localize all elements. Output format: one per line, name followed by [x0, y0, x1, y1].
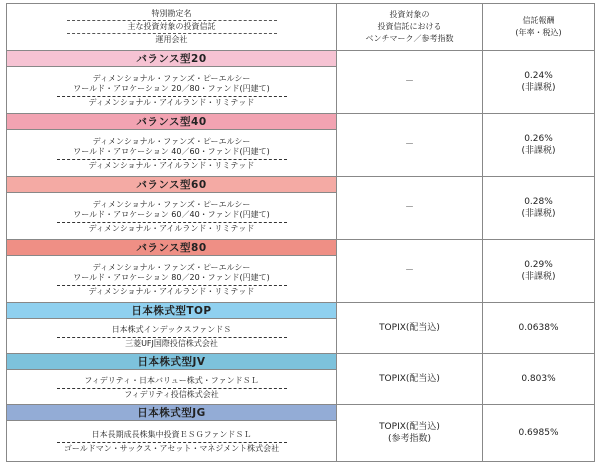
header-main-fund: 主な投資対象の投資信託 — [67, 21, 277, 34]
header-benchmark: 投資対象の 投資信託における ベンチマーク／参考指数 — [337, 4, 483, 51]
fund-name — [57, 376, 287, 389]
account-name: バランス型40 — [7, 114, 337, 130]
fee-note: (非課税) — [521, 146, 556, 156]
account-row — [7, 51, 595, 67]
header-account-name: 特別勘定名 — [67, 8, 277, 21]
header-account-fund-manager — [7, 4, 337, 51]
account-name: バランス型60 — [7, 177, 337, 193]
fund-and-manager-cell — [7, 193, 337, 240]
account-name: バランス型80 — [7, 240, 337, 256]
fund-name-line: ワールド・アロケーション 80／20・ファンド(円建て) — [73, 272, 270, 282]
fund-name-line: ディメンショナル・ファンズ・ピーエルシー — [92, 136, 251, 146]
benchmark-cell — [337, 240, 483, 303]
fund-name — [57, 325, 287, 338]
manager-name: フィデリティ投信株式会社 — [124, 389, 219, 399]
fund-name-line: ディメンショナル・ファンズ・ピーエルシー — [92, 199, 251, 209]
fee-note: (非課税) — [521, 83, 556, 93]
account-row — [7, 114, 595, 130]
account-row — [7, 354, 595, 370]
fee-cell — [483, 354, 595, 405]
fee-cell — [483, 303, 595, 354]
fund-and-manager-cell — [7, 421, 337, 462]
benchmark-text: TOPIX(配当込) — [379, 323, 440, 333]
fund-name — [57, 137, 287, 160]
fund-name-line: ディメンショナル・ファンズ・ピーエルシー — [92, 262, 251, 272]
account-row — [7, 303, 595, 319]
manager-name: ゴールドマン・サックス・アセット・マネジメント株式会社 — [63, 443, 280, 453]
fund-name-line: 日本株式インデックスファンドＳ — [111, 324, 232, 334]
fund-name-line: ディメンショナル・ファンズ・ピーエルシー — [92, 73, 251, 83]
fund-name-line: ワールド・アロケーション 40／60・ファンド(円建て) — [73, 146, 270, 156]
benchmark-text: TOPIX(配当込) — [379, 374, 440, 384]
fund-name — [57, 430, 287, 443]
account-name: 日本株式型JG — [7, 405, 337, 421]
benchmark-text: － — [404, 266, 414, 276]
fee-rate: 0.29% — [524, 260, 553, 270]
fund-and-manager-cell — [7, 319, 337, 354]
account-name: バランス型20 — [7, 51, 337, 67]
benchmark-cell — [337, 51, 483, 114]
fund-name — [57, 74, 287, 97]
fee-note: (非課税) — [521, 272, 556, 282]
account-name: 日本株式型TOP — [7, 303, 337, 319]
benchmark-cell — [337, 354, 483, 405]
fund-name-line: フィデリティ・日本バリュー株式・ファンドＳＬ — [84, 375, 259, 385]
manager-name: ディメンショナル・アイルランド・リミテッド — [88, 223, 255, 233]
benchmark-cell — [337, 177, 483, 240]
fee-cell — [483, 177, 595, 240]
manager-name: ディメンショナル・アイルランド・リミテッド — [88, 97, 255, 107]
header-manager: 運用会社 — [155, 35, 188, 44]
special-account-table — [6, 3, 595, 462]
fund-name-line: ワールド・アロケーション 20／80・ファンド(円建て) — [73, 83, 270, 93]
fund-and-manager-cell — [7, 67, 337, 114]
benchmark-text: － — [404, 140, 414, 150]
account-row — [7, 240, 595, 256]
benchmark-text: TOPIX(配当込) — [379, 422, 440, 432]
table-header-row — [7, 4, 595, 51]
fund-name — [57, 200, 287, 223]
account-row — [7, 405, 595, 421]
fee-rate: 0.803% — [521, 374, 556, 384]
fee-cell — [483, 114, 595, 177]
benchmark-text: － — [404, 203, 414, 213]
fee-rate: 0.28% — [524, 197, 553, 207]
fee-cell — [483, 51, 595, 114]
fee-rate: 0.26% — [524, 134, 553, 144]
benchmark-text: (参考指数) — [387, 434, 432, 444]
fund-name-line: ワールド・アロケーション 60／40・ファンド(円建て) — [73, 209, 270, 219]
fee-rate: 0.24% — [524, 71, 553, 81]
fee-rate: 0.6985% — [518, 428, 559, 438]
manager-name: ディメンショナル・アイルランド・リミテッド — [88, 160, 255, 170]
account-name: 日本株式型JV — [7, 354, 337, 370]
manager-name: 三菱UFJ国際投信株式会社 — [125, 338, 218, 348]
fee-cell — [483, 240, 595, 303]
benchmark-cell — [337, 303, 483, 354]
fund-name-line: 日本長期成長株集中投資ＥＳＧファンドＳＬ — [91, 429, 252, 439]
benchmark-cell — [337, 114, 483, 177]
fund-and-manager-cell — [7, 370, 337, 405]
fee-rate: 0.0638% — [518, 323, 559, 333]
header-fee: 信託報酬 (年率・税込) — [483, 4, 595, 51]
manager-name: ディメンショナル・アイルランド・リミテッド — [88, 286, 255, 296]
benchmark-text: － — [404, 77, 414, 87]
benchmark-cell — [337, 405, 483, 462]
fund-and-manager-cell — [7, 130, 337, 177]
account-row — [7, 177, 595, 193]
fund-and-manager-cell — [7, 256, 337, 303]
fee-cell — [483, 405, 595, 462]
fee-note: (非課税) — [521, 209, 556, 219]
fund-name — [57, 263, 287, 286]
